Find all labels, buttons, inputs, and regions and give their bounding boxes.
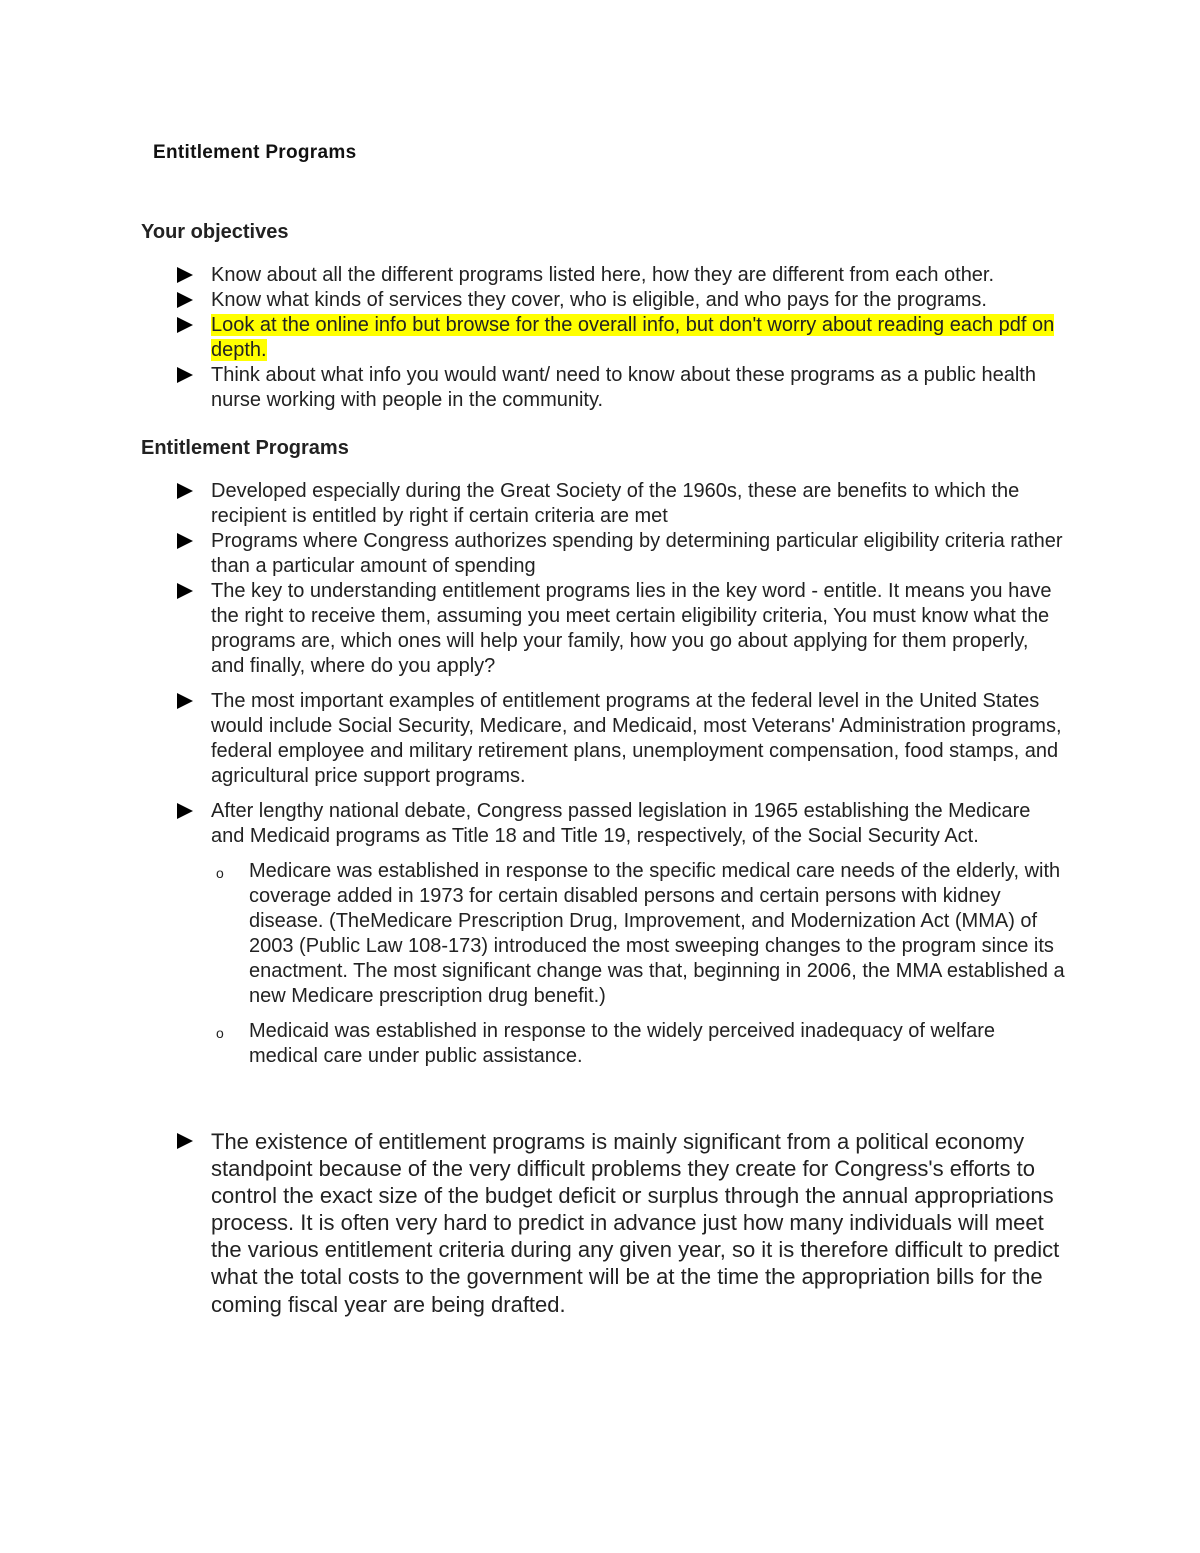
list-item bbox=[177, 313, 1067, 363]
objectives-heading: Your objectives bbox=[141, 221, 289, 243]
document-title: Entitlement Programs bbox=[153, 142, 357, 163]
final-point-text: The existence of entitlement programs is mainly significant from a political economy standpoint because of the very difficult problems they create for Congress's efforts to control the exact size of the budget deficit or surplus through the annual appropriations process. It is often very hard to predict in advance just how many individuals will meet the various entitlement criteria during any given year, so it is therefore difficult to predict what the total costs to the government will be at the time the appropriation bills for the coming fiscal year are being drafted. bbox=[211, 1129, 1060, 1317]
program-text: Programs where Congress authorizes spending by determining particular eligibility criteria rather than a particular amount of spending bbox=[211, 530, 1063, 577]
highlighted-objective-text: Look at the online info but browse for the overall info, but don't worry about reading each pdf on depth. bbox=[211, 314, 1055, 361]
list-item bbox=[177, 529, 1067, 579]
list-item bbox=[177, 799, 1067, 1069]
list-item bbox=[177, 1128, 1067, 1318]
objective-text: Know what kinds of services they cover, who is eligible, and who pays for the programs. bbox=[211, 289, 987, 311]
arrow-bullet-icon bbox=[177, 533, 193, 549]
list-item bbox=[177, 288, 1067, 313]
arrow-bullet-icon bbox=[177, 693, 193, 709]
sub-list bbox=[177, 859, 1067, 1069]
program-text: Developed especially during the Great Society of the 1960s, these are benefits to which the recipient is entitled by right if certain criteria are met bbox=[211, 480, 1020, 527]
arrow-bullet-icon bbox=[177, 483, 193, 499]
list-item bbox=[177, 363, 1067, 413]
programs-heading: Entitlement Programs bbox=[141, 437, 349, 459]
sub-list-item bbox=[211, 859, 1067, 1009]
sub-list-item bbox=[211, 1019, 1067, 1069]
objective-text: Think about what info you would want/ need to know about these programs as a public health nurse working with people in the community. bbox=[211, 364, 1036, 411]
program-text: The most important examples of entitlement programs at the federal level in the United States would include Social Security, Medicare, and Medicaid, most Veterans' Administration programs, federal employee and military retirement plans, unemployment compensation, food stamps, and agricultural price support programs. bbox=[211, 690, 1062, 787]
sub-item-text: Medicare was established in response to the specific medical care needs of the elderly, with coverage added in 1973 for certain disabled persons and certain persons with kidney disease. (TheMedicare Prescription Drug, Improvement, and Modernization Act (MMA) of 2003 (Public Law 108-173) introduced the most sweeping changes to the program since its enactment. The most significant change was that, beginning in 2006, the MMA established a new Medicare prescription drug benefit.) bbox=[249, 860, 1065, 1007]
arrow-bullet-icon bbox=[177, 1133, 193, 1149]
list-item bbox=[177, 689, 1067, 789]
program-text: After lengthy national debate, Congress passed legislation in 1965 establishing the Medicare and Medicaid programs as Title 18 and Title 19, respectively, of the Social Security Act. bbox=[211, 800, 1031, 847]
sub-item-text: Medicaid was established in response to the widely perceived inadequacy of welfare medical care under public assistance. bbox=[249, 1020, 995, 1067]
arrow-bullet-icon bbox=[177, 292, 193, 308]
arrow-bullet-icon bbox=[177, 583, 193, 599]
list-item bbox=[177, 479, 1067, 529]
circle-bullet-icon: o bbox=[216, 1025, 224, 1041]
programs-list bbox=[177, 479, 1067, 1069]
list-item bbox=[177, 579, 1067, 679]
final-point-list bbox=[177, 1128, 1067, 1318]
list-item bbox=[177, 263, 1067, 288]
objectives-list bbox=[177, 263, 1067, 413]
arrow-bullet-icon bbox=[177, 267, 193, 283]
circle-bullet-icon: o bbox=[216, 865, 224, 881]
arrow-bullet-icon bbox=[177, 803, 193, 819]
arrow-bullet-icon bbox=[177, 367, 193, 383]
objective-text: Know about all the different programs listed here, how they are different from each other. bbox=[211, 264, 995, 286]
arrow-bullet-icon bbox=[177, 317, 193, 333]
program-text: The key to understanding entitlement programs lies in the key word - entitle. It means you have the right to receive them, assuming you meet certain eligibility criteria, You must know what the programs are, which ones will help your family, how you go about applying for them properly, and finally, where do you apply? bbox=[211, 580, 1052, 677]
